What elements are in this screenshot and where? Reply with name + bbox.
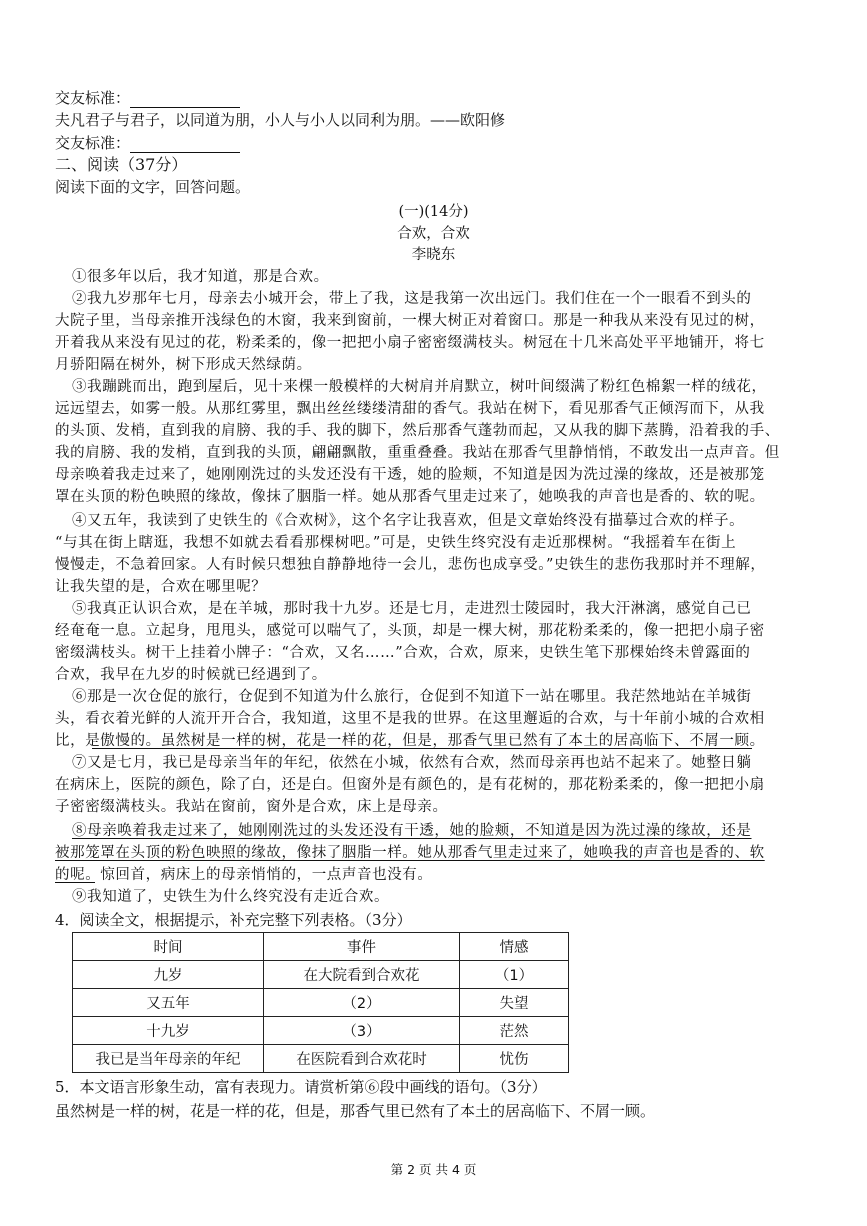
standard-label-2: 交友标准：: [55, 134, 131, 152]
passage-line: 的呢。惊回首，病床上的母亲悄悄的，一点声音也没有。: [55, 867, 433, 883]
table-cell: 失望: [460, 989, 569, 1017]
passage-title: 合欢，合欢: [397, 226, 470, 242]
passage-line: 头，看衣着光鲜的人流开开合合，我知道，这里不是我的世界。在这里邂逅的合欢，与十年前小城的合欢相: [55, 711, 765, 727]
passage-line: 我的肩膀、我的发梢，直到我的头顶，翩翩飘散，重重叠叠。我站在那香气里静悄悄，不敢发出一点声音。但: [55, 445, 780, 461]
standard-line-2: [55, 133, 240, 153]
passage-line: 罩在头顶的粉色映照的缘故，像抹了胭脂一样。她从那香气里走过来了，她唤我的声音也是香的、软的呢。: [55, 489, 765, 505]
passage-line-underlined: ⑧母亲唤着我走过来了，她刚刚洗过的头发还没有干透，她的脸颊，不知道是因为洗过澡的缘故，还是: [72, 823, 752, 839]
table-header: 事件: [264, 933, 460, 961]
section-title: 二、阅读（37分）: [55, 155, 188, 174]
question-4-prompt: 4．阅读全文，根据提示，补充完整下列表格。（3分）: [55, 911, 412, 929]
passage-line-underlined: 被那笼罩在头顶的粉色映照的缘故，像抹了胭脂一样。她从那香气里走过来了，她唤我的声音也是香的、软: [55, 845, 765, 861]
passage-line: 密缀满枝头。树干上挂着小牌子：“合欢，又名……”合欢，合欢，原来，史铁生笔下那棵始终未曾露面的: [55, 645, 751, 661]
passage-line: 母亲唤着我走过来了，她刚刚洗过的头发还没有干透，她的脸颊，不知道是因为洗过澡的缘故，还是被那笼: [55, 467, 765, 483]
passage-line: 合欢，我早在九岁的时候就已经遇到了。: [55, 667, 327, 683]
standard-line-1: [55, 88, 240, 108]
passage-line: “与其在街上瞎逛，我想不如就去看看那棵树吧。”可是，史铁生终究没有走近那棵树。“我摇着车在街上: [55, 535, 737, 551]
table-row: [73, 989, 569, 1017]
passage-line: 子密密缀满枝头。我站在窗前，窗外是合欢，床上是母亲。: [55, 799, 448, 815]
passage-line: ⑤我真正认识合欢，是在羊城，那时我十九岁。还是七月，走进烈士陵园时，我大汗淋漓，感觉自己已: [72, 601, 752, 617]
passage-line: 让我失望的是，合欢在哪里呢？: [55, 579, 267, 595]
passage-line: 的头顶、发梢，直到我的肩膀、我的手、我的脚下，然后那香气蓬勃而起，又从我的脚下蒸腾，沿着我的手、: [55, 423, 780, 439]
table-cell-answer[interactable]: （2）: [264, 989, 460, 1017]
table-row: [73, 1017, 569, 1045]
table-cell: 十九岁: [73, 1017, 264, 1045]
table-header-row: [73, 933, 569, 961]
table-cell-answer[interactable]: （1）: [460, 961, 569, 989]
table-header: 时间: [73, 933, 264, 961]
answer-blank-1[interactable]: [130, 93, 240, 108]
passage-line: ⑨我知道了，史铁生为什么终究没有走近合欢。: [72, 889, 390, 905]
answer-blank-2[interactable]: [130, 138, 240, 153]
quote-ouyangxiu: 夫凡君子与君子，以同道为朋，小人与小人以同利为朋。——欧阳修: [55, 111, 506, 129]
passage-author: 李晓东: [411, 247, 456, 263]
table-row: [73, 1045, 569, 1073]
table-row: [73, 961, 569, 989]
passage-line: ①很多年以后，我才知道，那是合欢。: [72, 269, 329, 285]
table-cell-answer[interactable]: （3）: [264, 1017, 460, 1045]
passage-line: ④又五年，我读到了史铁生的《合欢树》，这个名字让我喜欢，但是文章始终没有描摹过合欢的样子。: [72, 513, 745, 529]
table-cell: 我已是当年母亲的年纪: [73, 1045, 264, 1073]
question-5-quote: 虽然树是一样的树，花是一样的花，但是，那香气里已然有了本土的居高临下、不屑一顾。: [55, 1102, 656, 1120]
table-cell: 在医院看到合欢花时: [264, 1045, 460, 1073]
paragraph8-underline-tail: [55, 882, 95, 883]
table-cell: 忧伤: [460, 1045, 569, 1073]
passage-line: ⑦又是七月，我已是母亲当年的年纪，依然在小城，依然有合欢，然而母亲再也站不起来了。她整日躺: [72, 755, 752, 771]
passage-line-underlined: 比，是傲慢的。虽然树是一样的树，花是一样的花，但是，那香气里已然有了本土的居高临下、不屑一顾。: [55, 733, 765, 749]
passage-part: (一)(14分): [398, 204, 469, 220]
passage-line: 开着我从来没有见过的花，粉柔柔的，像一把把小扇子密密缀满枝头。树冠在十几米高处平平地铺开，将七: [55, 335, 765, 351]
passage-line: ⑥那是一次仓促的旅行，仓促到不知道为什么旅行，仓促到不知道下一站在哪里。我茫然地站在羊城街: [72, 689, 752, 705]
passage-line: 经奄奄一息。立起身，甩甩头，感觉可以喘气了，头顶，却是一棵大树，那花粉柔柔的，像一把把小扇子密: [55, 623, 765, 639]
question-5-prompt: 5．本文语言形象生动，富有表现力。请赏析第⑥段中画线的语句。（3分）: [55, 1078, 547, 1096]
passage-line: 远远望去，如雾一般。从那红雾里，飘出丝丝缕缕清甜的香气。我站在树下，看见那香气正倾泻而下，从我: [55, 401, 765, 417]
table-cell: 又五年: [73, 989, 264, 1017]
standard-label-1: 交友标准：: [55, 89, 131, 107]
passage-line: ②我九岁那年七月，母亲去小城开会，带上了我，这是我第一次出远门。我们住在一个一眼看不到头的: [72, 291, 752, 307]
page-number: 第 2 页 共 4 页: [390, 1162, 477, 1177]
paragraph6-underline: [92, 748, 752, 749]
section-instruction: 阅读下面的文字，回答问题。: [55, 178, 251, 196]
passage-line: ③我蹦跳而出，跑到屋后，见十来棵一般模样的大树肩并肩默立，树叶间缀满了粉红色棉絮一样的绒花，: [72, 379, 767, 395]
table-cell: 在大院看到合欢花: [264, 961, 460, 989]
table-cell: 九岁: [73, 961, 264, 989]
question-4-table: [72, 932, 569, 1073]
passage-line: 在病床上，医院的颜色，除了白，还是白。但窗外是有颜色的，是有花树的，那花粉柔柔的，像一把把小扇: [55, 777, 765, 793]
passage-line: 慢慢走，不急着回家。人有时候只想独自静静地待一会儿，悲伤也成享受。”史铁生的悲伤我那时并不理解，: [55, 557, 766, 573]
passage-line: 月骄阳隔在树外，树下形成天然绿荫。: [55, 357, 312, 373]
table-header: 情感: [460, 933, 569, 961]
passage-line: 大院子里，当母亲推开浅绿色的木窗，我来到窗前，一棵大树正对着窗口。那是一种我从来没有见过的树，: [55, 313, 765, 329]
table-cell: 茫然: [460, 1017, 569, 1045]
